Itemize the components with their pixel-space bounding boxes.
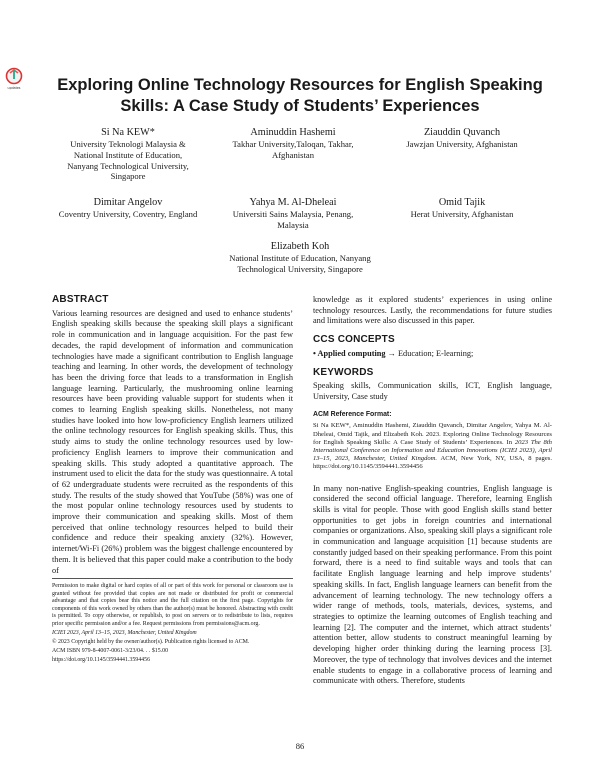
keywords-heading: KEYWORDS [313, 366, 374, 378]
reference-format-heading: ACM Reference Format: [313, 410, 392, 418]
ccs-rest: → Education; E-learning; [385, 348, 474, 358]
ccs-concepts [313, 349, 552, 360]
permission-text: Permission to make digital or hard copies of all or part of this work for personal or classroom use is granted without fee provided that copies are not made or distributed for profit or commercial advantage and that copies bear this notice and the full citation on the first page. Copyrights for components of this work owned by others than the author(s) must be honored. Abstracting with credit is permitted. To copy otherwise, or republish, to post on servers or to redistribute to lists, requires prior specific permission and/or a fee. Request permissions from permissions@acm.org. [52, 583, 293, 627]
reference-end: ACM, New York, NY, USA, 8 pages. https://doi.org/10.1145/3594441.3594456 [313, 455, 552, 471]
author-block [382, 196, 542, 220]
page-number: 86 [295, 741, 305, 751]
update-badge-icon [2, 66, 26, 92]
author-affiliation: Universiti Sains Malaysia, Penang, Malaysia [232, 209, 354, 230]
author-name: Elizabeth Koh [270, 241, 330, 252]
author-affiliation: Takhar University,Taloqan, Takhar, Afghanistan [232, 139, 354, 160]
paper-title: Exploring Online Technology Resources for English Speaking Skills: A Case Study of Students’ Experiences [57, 76, 543, 115]
keywords-text: Speaking skills, Communication skills, ICT, English language, University, Case study [313, 381, 552, 401]
author-affiliation: University Teknologi Malaysia & National Institute of Education, Nanyang Technological University, Singapore [67, 139, 189, 182]
reference-plain: Si Na KEW*, Aminuddin Hashemi, Ziauddin Quvanch, Dimitar Angelov, Yahya M. Al-Dheleai, Omid Tajik, and Elizabeth Koh. 2023. Exploring Online Technology Resources for English Speaking Skills: A Case Study of Students’ Experiences. In [313, 422, 552, 446]
author-name: Dimitar Angelov [93, 197, 163, 208]
permission-footnote [52, 578, 293, 666]
check-for-updates-badge[interactable] [2, 66, 26, 92]
author-block [382, 126, 542, 150]
svg-text:updates: updates [7, 86, 21, 90]
author-block [223, 126, 363, 161]
abstract-heading: ABSTRACT [52, 294, 109, 305]
conference-line: ICIEI 2023, April 13–15, 2023, Manchester, United Kingdom [52, 629, 197, 636]
reference-format-text [313, 422, 552, 471]
abstract-text: Various learning resources are designed and used to enhance students’ English speaking skills because the speaking skill plays a significant role in communication and in language acquisition. For the past few decades, the rapid development of information and communication technologies have made a significant contribution to English language teaching and learning. In other words, the development of technology has been the driving force that leads to a transformation in English language learning. Particularly, the mushrooming online learning resources have been providing valuable support for students when it comes to learning English speaking skills. Nonetheless, not many studies have looked into how low-proficiency English learners utilized the online technology resources for English speaking skills. Thus, this study aims to study the online technology resources used by low-proficiency English learners to improve their communication and speaking skills. This study adopted a quantitative approach. The instrument used to elicit the data for the study was questionnaire. A total of 62 undergraduate students were recruited as the respondents of this study. The results of the study showed that YouTube (58%) was one of the most popular online technology resources used by students to improve their communication and speaking skills. Most of them perceived that online technology resources helped to build their confidence and reduce their speaking anxiety (32%). However, internet/Wi-Fi (26%) problem was the biggest challenge encountered by them. It is believed that this paper could make a contribution to the body of [52, 308, 294, 575]
reference-venue: 2023 The 8th International Conference on Information and Education Innovations (ICIEI 2023), April 13–15, 2023, Manchester, United Kingdom. [313, 438, 552, 463]
author-name: Omid Tajik [438, 197, 486, 208]
ccs-bullet: • Applied computing [313, 348, 386, 358]
introduction-text: In many non-native English-speaking countries, English language is considered the second official language. Therefore, learning English skills is vital for people. Those with good English skills stand better opportunities to get jobs in foreign countries and international companies or organizations. Also, speaking skill plays a significant role in communication and language acquisition [1] because students are constantly judged based on their speaking performance. From this point forward, there is a need to find suitable ways and tools that can facilitate English language learning and help improve students’ speaking skills. In fact, English language learners can benefit from the advancement of learning technology. The new technology offers a wider range of methods, tools, materials, devices, systems, and strategies to optimize the learning outcomes of English teaching and learning [2]. The computer and the internet, which attract students’ attention better, allow students to construct meaningful learning by developing higher order thinking during the learning process [3]. Moreover, the type of technology that involves devices and the internet enable students to engage in a collaborative process of learning and communicate with others. Therefore, students [313, 483, 552, 686]
author-name: Ziauddin Quvanch [423, 127, 501, 138]
ccs-heading: CCS CONCEPTS [313, 334, 395, 346]
author-block [58, 126, 198, 182]
author-affiliation: Jawzjan University, Afghanistan [406, 139, 518, 149]
author-block [223, 196, 363, 231]
author-name: Si Na KEW* [101, 127, 155, 138]
left-column [52, 295, 293, 576]
author-block [58, 196, 198, 220]
author-affiliation: Herat University, Afghanistan [410, 209, 514, 219]
isbn-line: ACM ISBN 979-8-4007-0061-3/23/04. . . $15.00 [52, 647, 169, 654]
author-name: Aminuddin Hashemi [250, 127, 336, 138]
doi-link[interactable]: https://doi.org/10.1145/3594441.3594456 [52, 656, 151, 663]
author-affiliation: Coventry University, Coventry, England [58, 209, 198, 219]
abstract-continued: knowledge as it explored students’ experiences in using online technology resources. Lastly, the recommendations for future studies and limitations were also discussed in this paper. [313, 295, 552, 326]
author-affiliation: National Institute of Education, Nanyang Technological University, Singapore [229, 253, 371, 274]
author-block [225, 240, 375, 275]
right-column [313, 295, 552, 687]
author-name: Yahya M. Al-Dheleai [249, 197, 337, 208]
copyright-line: © 2023 Copyright held by the owner/author(s). Publication rights licensed to ACM. [52, 638, 250, 645]
